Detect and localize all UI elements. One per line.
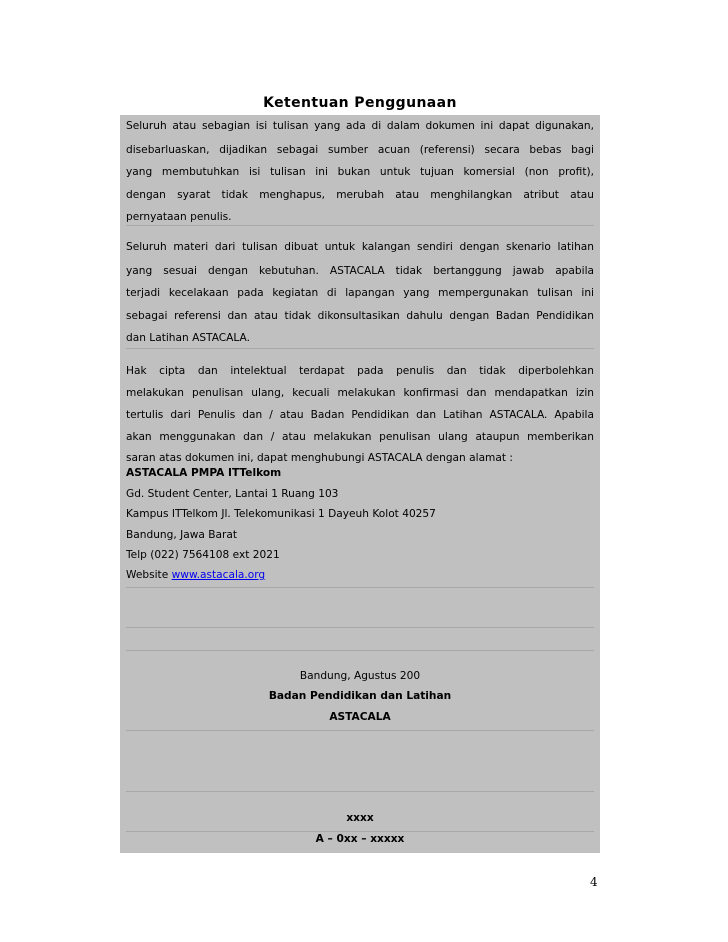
paragraph-2-line: sebagai referensi dan atau tidak dikonsultasikan dahulu dengan Badan Pendidikan: [126, 310, 594, 322]
paragraph-2-line: dan Latihan ASTACALA.: [126, 332, 250, 344]
address-phone: Telp (022) 7564108 ext 2021: [126, 549, 280, 561]
terms-box: [120, 115, 600, 853]
paragraph-1-line: disebarluaskan, dijadikan sebagai sumber acuan (referensi) secara bebas bagi: [126, 144, 594, 156]
paragraph-1-line: Seluruh atau sebagian isi tulisan yang ada di dalam dokumen ini dapat digunakan,: [126, 120, 594, 132]
divider: [126, 831, 594, 832]
document-title: Ketentuan Penggunaan: [263, 95, 457, 111]
signature-org: ASTACALA: [329, 711, 391, 723]
divider: [126, 587, 594, 588]
website-label: Website: [126, 569, 169, 581]
paragraph-1-line: dengan syarat tidak menghapus, merubah atau menghilangkan atribut atau: [126, 189, 594, 201]
paragraph-3-line: Hak cipta dan intelektual terdapat pada penulis dan tidak diperbolehkan: [126, 365, 594, 377]
paragraph-3-line: akan menggunakan dan / atau melakukan penulisan ulang ataupun memberikan: [126, 431, 594, 443]
signature-id: A – 0xx – xxxxx: [315, 833, 405, 845]
divider: [126, 225, 594, 226]
address-line: Gd. Student Center, Lantai 1 Ruang 103: [126, 488, 339, 500]
paragraph-1-line: pernyataan penulis.: [126, 211, 232, 223]
paragraph-3-line: saran atas dokumen ini, dapat menghubungi ASTACALA dengan alamat :: [126, 452, 513, 464]
signature-division: Badan Pendidikan dan Latihan: [268, 690, 452, 702]
paragraph-3-line: melakukan penulisan ulang, kecuali melakukan konfirmasi dan mendapatkan izin: [126, 387, 594, 399]
website-link[interactable]: www.astacala.org: [171, 569, 266, 581]
divider: [126, 348, 594, 349]
address-org: ASTACALA PMPA ITTelkom: [126, 467, 282, 479]
signature-name: xxxx: [346, 812, 374, 824]
address-website: [126, 569, 594, 581]
page-number: 4: [590, 875, 598, 889]
divider: [126, 791, 594, 792]
paragraph-2-line: yang sesuai dengan kebutuhan. ASTACALA tidak bertanggung jawab apabila: [126, 265, 594, 277]
paragraph-1-line: yang membutuhkan isi tulisan ini bukan untuk tujuan komersial (non profit),: [126, 166, 594, 178]
paragraph-2-line: Seluruh materi dari tulisan dibuat untuk kalangan sendiri dengan skenario latihan: [126, 241, 594, 253]
divider: [126, 650, 594, 651]
paragraph-2-line: terjadi kecelakaan pada kegiatan di lapangan yang mempergunakan tulisan ini: [126, 287, 594, 299]
address-line: Kampus ITTelkom Jl. Telekomunikasi 1 Dayeuh Kolot 40257: [126, 508, 436, 520]
signature-place-date: Bandung, Agustus 200: [299, 670, 421, 682]
divider: [126, 627, 594, 628]
address-line: Bandung, Jawa Barat: [126, 529, 237, 541]
divider: [126, 730, 594, 731]
paragraph-3-line: tertulis dari Penulis dan / atau Badan Pendidikan dan Latihan ASTACALA. Apabila: [126, 409, 594, 421]
